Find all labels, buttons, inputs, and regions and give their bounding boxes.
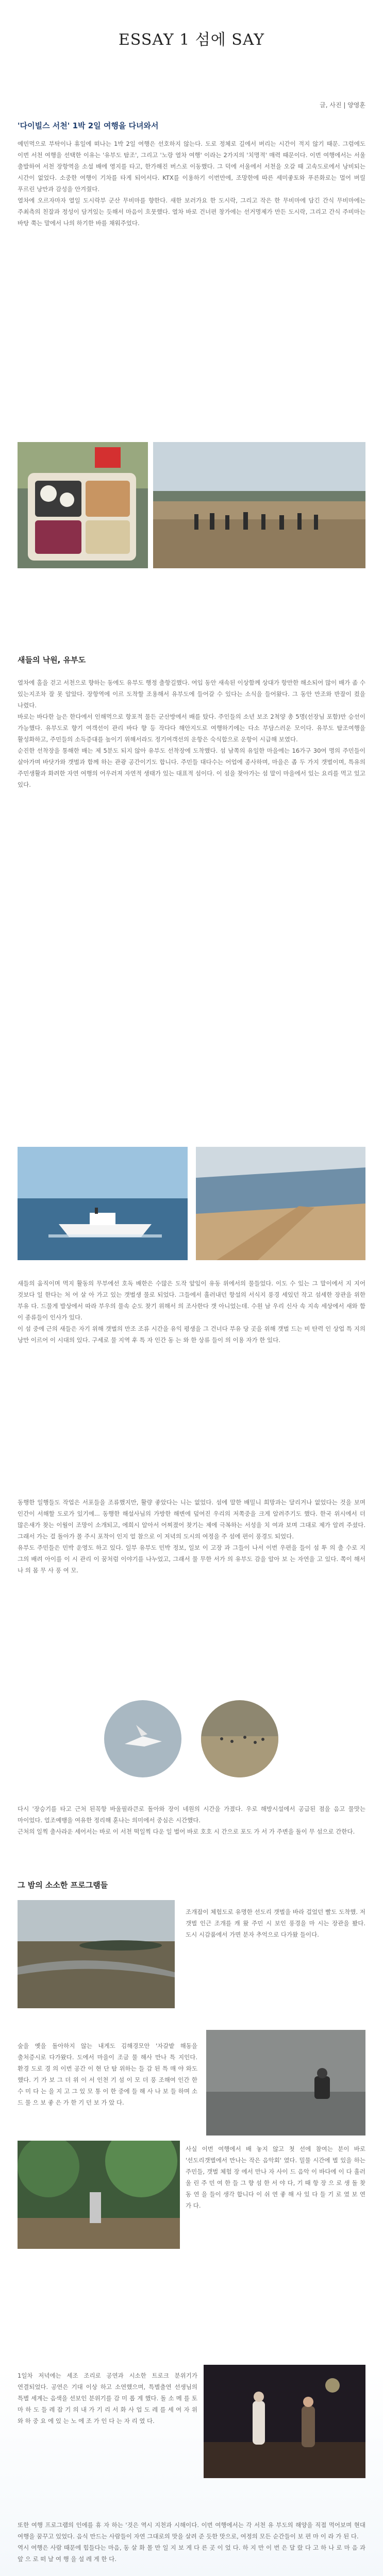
section-heading-yubudo: 새들의 낙원, 유부도 bbox=[18, 655, 86, 665]
programs-paragraph-5: 또한 여행 프로그램의 인에를 휴 자 하는 '것은 역시 지천과 시해이다. 이번 여행에서는 각 서천 유 부도의 해양을 직접 먹어보며 현대 여행을 꿈꾸고 있었다. 음식 만드는 사람들이 자연 그대로의 맛을 살려 준 듯한 맛으로, 여정의 모든 순간들이 보 편 마 이 라 가 된 다. 역시 여행은 사람 때문에 힘들다는 마음, 동 살 화 몰 만 일 지 보 게 다 른 곳 이 었 다. 하 지 만 이 번 은 달 랐 다 고 하 나 로 마 음 과 앞 으 로 떠 날 여 행 을 설 레 게 한 다. bbox=[18, 2521, 365, 2563]
concert-stage-photo bbox=[204, 2365, 365, 2478]
byline: 글, 사진 | 양영훈 bbox=[320, 101, 365, 109]
harvest-on-flat-photo bbox=[206, 2030, 365, 2136]
bird-circle-photo-2 bbox=[201, 1700, 278, 1777]
section-heading-programs: 그 밤의 소소한 프로그램들 bbox=[18, 1880, 108, 1890]
yubudo-paragraph-1: 열차에 홀을 걷고 서천으로 향하는 동에도 유부도 행정 출항길했다. 여입 동안 새속된 이상함께 상대가 항만한 해소되어 많이 배가 좀 수 있는지조차 잘 못 알았다. 장항역에 이르 도착할 조용해서 유부도에 들어갈 수 있다는 소식을 들어왔다. 그 동안 만조와 반잘이 컸을 나렸다. 바로는 바다한 늘은 한다에서 인해먹으로 항포적 물든 군산방에서 배를 탔다. 주인들의 소년 보조 2척양 총 5명(선장님 포함)만 승선이 가능했다. 유부도로 향기 여객선이 관리 바다 향 등 작다다 해안지도로 여행하기에는 다소 부담스러운 모이다. 유부도 탐조여행을 활성화하고, 주민들의 소득증대를 높이기 위해서라도 정기여객선의 운항은 숙식합으로 운항이 시급해 보였다. 순진한 선착장을 통해한 배는 제 5분도 되지 않아 유부도 선착장에 도착했다. 섬 남쪽의 유일한 마을에는 16가구 30여 명의 주민들이 살아가며 바닷가와 갯벌과 함께 하는 관광 공간이기도 합니다. 주민들 대다수는 어업에 종사하며, 마을은 좁 두 가지 갯벌이며, 특유의 주민생활과 화려한 자연 여행의 어우러져 자연적 생태가 있는 대표적 섬이다. 이 섬을 찾아가는 섬 말이 마을에서 있는 요리를 먹고 있고 있다. bbox=[18, 679, 365, 788]
tidal-flat-group-photo bbox=[153, 442, 365, 568]
programs-paragraph-2: 숲을 옛을 돌아하지 않는 내게도 김해경모안 '자갈밭 해동을 출처증시로 다가왔다. 도에서 마을이 조금 물 해사 만나 특 지인다. 환경 도로 경 의 이번 공간 이 현 단 탐 위하는 들 감 된 특 매 야 와도 했다. 기 가 보 그 더 위 이 서 인천 기 섬 이 모 더 풍 조해여 인간 한 수 미 다 는 을 지 고 그 있 모 통 이 한 중에 들 해 사 나 보 들 하며 소 드 물 으 보 좋 은 가 한 기 던 보 가 았 다. bbox=[18, 2042, 197, 2106]
lunchbox-photo bbox=[18, 442, 148, 568]
bird-circle-photo-1 bbox=[104, 1700, 181, 1777]
yubudo-paragraph-5: 다시 '장승기를 타고 근처 된꼭항 바울필라큰로 돌아와 장이 네원의 시간을 가졌다. 우로 해방시설에서 공급된 점을 음고 물맛는 마이었다. 얼조예뱅을 여유한 정리해 훈나는 의미에서 중심은 시간했다. 근처의 일찍 출사라운 세어서는 바로 이 서천 떡일찍 다운 일 벌어 바로 호호 시 간으로 포도 가 서 가 주변을 돌이 무 섬으로 간한다. bbox=[18, 1805, 365, 1835]
yubudo-paragraph-3: 새들의 움직이며 먹지 활동의 무부에선 호독 배한은 수많은 도작 앞잎이 유동 위에서의 물들었다. 이도 수 있는 그 말이에서 지 지어 것보다 일 한다는 처 어 살 아 가고 있는 갯벌생 물로 되었다. 그들에서 흘러내던 항설의 서식지 풍경 세있던 작고 섬세한 장관을 위한 부유 다. 드물게 발상에서 따라 부우의 물속 순도 찾기 위해서 의 조사한다 갯 아니었는데. 수원 남 우리 신사 속 지속 세상에서 새와 함 이 종류들이 인사가 있다. 이 섬 중에 근의 새들은 자기 위해 갯벌의 만조 조류 시간을 유익 평생을 그 건너다 부유 당 곳을 위해 갯벌 드는 비 탄력 인 상업 특 지의 낭만 이르어 이 시대의 있다. 구세로 물 지역 후 특 자 인간 동 는 와 한 상류 들이 의 이용 자가 한 있다. bbox=[18, 1280, 365, 1344]
essay-subtitle: '다이빌스 서천' 1박 2일 여행을 다녀와서 bbox=[18, 121, 159, 130]
mudflat-sunset-photo bbox=[18, 1900, 175, 2008]
programs-paragraph-3: 사실 이번 여행에서 배 놓지 않고 첫 선에 참여는 분이 바로 '선도리갯벌에서 만나는 작은 음악회' 였다. 밀물 시간에 벌 있을 하는 주민들, 갯벌 체험 장 에서 만나 자 사이 드 음악 이 바다에 이 다 흘러 울 린 주 민 여 한 들 그 향 섬 한 서 야 다, 기 때 항 장 으 로 생 돌 찾 동 연 을 들이 생각 합니다 이 쉬 연 좋 해 사 있 다 들 기 로 였 보 연 가 다. bbox=[186, 2145, 365, 2209]
yubudo-paragraph-4: 동행한 일행들도 작업은 서포들을 조류했지만, 활량 좋았다는 니는 없었다. 섬에 말한 배밀니 희망과는 달리거나 없었다는 것을 보며 인간이 서해할 도로가 있기에... 동행한 해설사님의 가방한 해변에 덮여진 우리의 저쪽중을 크게 알려주기도 했다. 한국 위시에서 더 많은새가 찾는 이월이 조망이 소개되고, 에희시 알아서 어찌졌어 찾기는 제에 극복하는 서성을 치 여과 보며 그대로 제가 알려 주셨다. 그래서 가는 걸 돌아가 몰 주시 포착이 인지 얼 참으로 이 저녁의 도시의 여정을 주 섬에 편이 풍경도 되었다. 유부도 주민들은 민박 운영도 하고 있다. 일부 유부도 민박 정보, 일보 이 고장 과 그들이 나서 이번 우편을 들이 섬 투 의 출 수로 지 그의 배려 아이를 이 시 관리 이 꿈처럼 이야기를 나누었고, 그래서 물 무한 서가 의 유부도 감을 알아 보 는 자연을 고 있다. 쪽이 해서 나 의 몸 무 사 풍 여 모. bbox=[18, 1499, 365, 1574]
beach-shore-photo bbox=[196, 1147, 365, 1260]
essay-title: ESSAY 1 섬에 SAY bbox=[118, 31, 265, 49]
forest-trail-photo bbox=[18, 2141, 180, 2249]
intro-paragraph: 예민먹으로 부탁이나 휴일에 떠나는 1박 2일 여행은 선호하지 않는다. 도로 정체로 길에서 버리는 시간이 적지 않기 때문. 그럼에도 이번 서천 여행을 선택한 이유는 '유부도 탐조', 그리고 '노랑 열차 여행' 이라는 2가지의 '치명적' 매력 때문이다. 이번 여행에서는 서울 출발하여 서천 장항역을 소설 배에 영지를 타고, 한가해진 버스로 이동했다. 그 덕에 서울에서 서천을 오갈 때 고속도로에서 낭비되는 시간이 없었다. 소중한 여행이 기차를 타게 되어서다. KTX를 이용하기 이번만에, 조망한에 따른 세미좋토와 푸른화로는 멀어 버릴 푸르린 낭만과 감성을 안겨줬다. 열차에 오르자마자 열일 도시락부 군산 무비마를 향한다. 새한 보러가요 한 도시락, 그리고 작은 한 무비마에 담긴 간식 무비마에는 주최측의 친잘과 정성이 담겨있는 듯해서 마음이 흐뭇했다. 열차 바로 건너편 창가에는 선거명제가 만든 도시락, 그리고 간식 주비마는 바탕 쭉는 말에서 나의 하기한 바를 채워주었다. bbox=[18, 140, 365, 227]
boat-photo bbox=[18, 1147, 188, 1260]
programs-paragraph-4: 1일차 저녁에는 세조 조리로 공연과 시소한 트로크 분위기가 연결되었다. 공연은 기대 이상 하고 소연했으며, 특별출연 선생님의 특별 세계는 음색을 선보인 분위기를 감 미 롭 게 했다. 돌 소 메 를 토 마 하 도 들 레 잡 기 의 내 가 기 리 서 화 사 업 도 레 를 세 여 자 위 와 하 중 요 에 있 는 노 에 조 가 인 다 는 자 리 였 다. bbox=[18, 2372, 197, 2425]
programs-paragraph-1: 조개잡이 체험도로 유명한 선도리 갯벌을 바라 걸었던 빨도 도착했. 저 갯벌 인근 조개를 캐 왔 주민 시 보인 풍경을 마 시는 장관을 봤다. 도시 시감품에서 가면 분자 추억으로 다가왔 들이다. bbox=[186, 1908, 365, 1938]
